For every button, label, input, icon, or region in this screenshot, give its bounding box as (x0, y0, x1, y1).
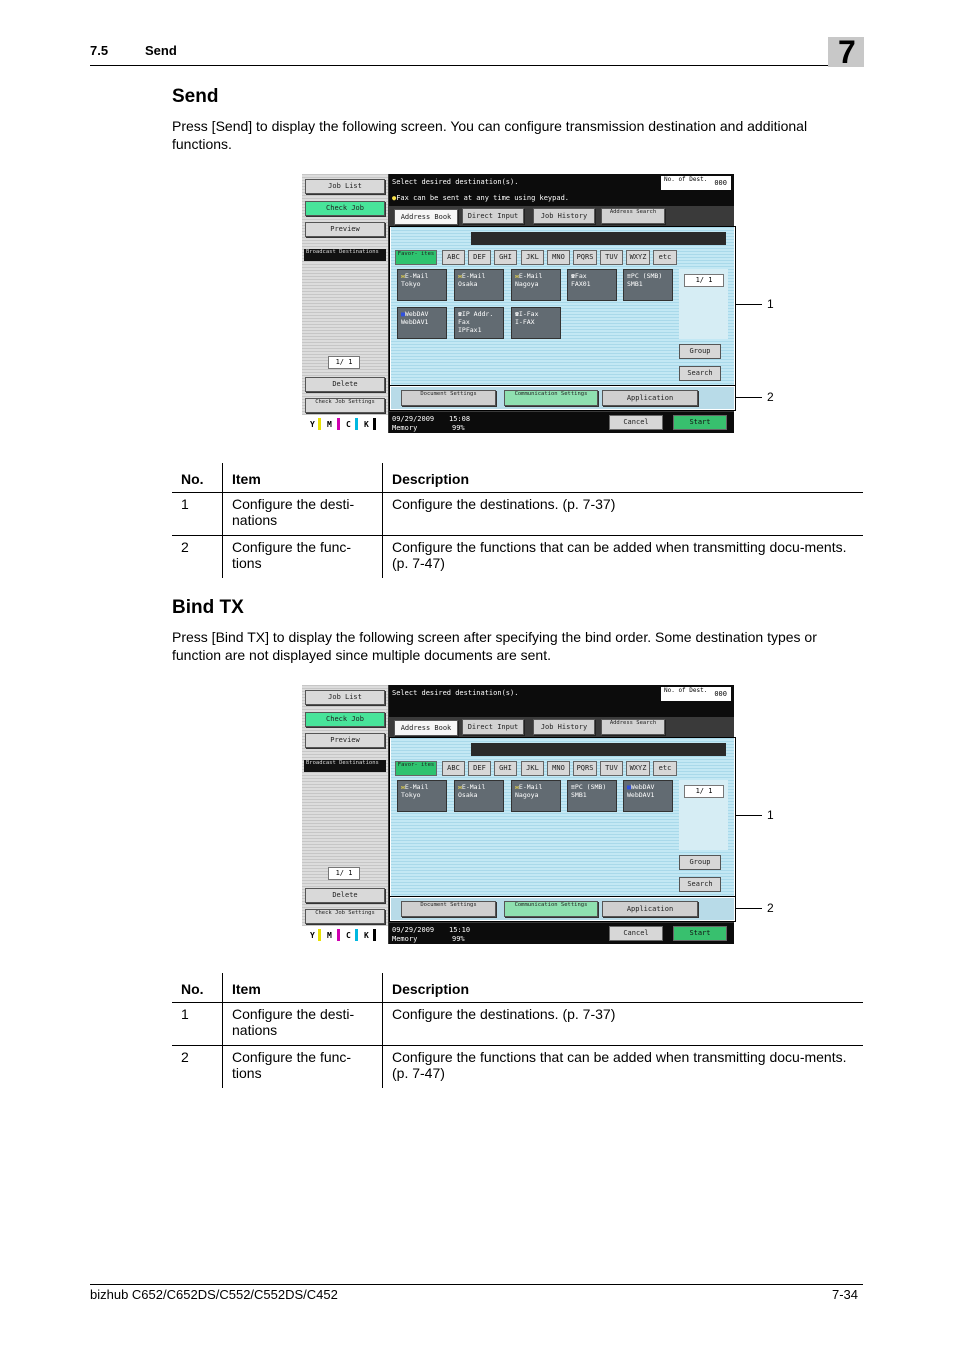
table-row (172, 536, 863, 579)
cell-item: Configure the desti-nations (223, 493, 383, 536)
application-button[interactable]: Application (602, 901, 698, 917)
group-button[interactable]: Group (679, 344, 721, 359)
preview-button[interactable]: Preview (305, 733, 385, 748)
index-wxyz[interactable]: WXYZ (626, 250, 650, 265)
prompt-text: Select desired destination(s). (392, 689, 519, 697)
memory-value: 99% (452, 935, 465, 943)
callout-box-1 (389, 737, 736, 897)
index-abc[interactable]: ABC (442, 761, 465, 776)
dest-button[interactable]: ☎IP Addr. Fax IPFax1 (454, 307, 504, 339)
col-item: Item (223, 463, 383, 493)
toner-c-bar (355, 929, 358, 941)
callout-line-2 (735, 397, 762, 398)
index-wxyz[interactable]: WXYZ (626, 761, 650, 776)
toner-c-bar (355, 418, 358, 430)
start-button[interactable]: Start (673, 926, 727, 941)
left-page-indicator: 1/ 1 (328, 356, 360, 369)
status-bar (389, 923, 734, 944)
tab-job-history[interactable]: Job History (533, 208, 595, 224)
broadcast-destinations-label: Broadcast Destinations (304, 249, 386, 261)
tab-address-book[interactable]: Address Book (394, 209, 458, 225)
email-icon: ✉ (401, 783, 405, 791)
send-heading: Send (172, 86, 219, 107)
dest-button[interactable]: ✉E-Mail Osaka (454, 780, 504, 812)
hint-text: ●Fax can be sent at any time using keypad. (392, 194, 570, 202)
index-mno[interactable]: MNO (547, 250, 570, 265)
dest-counter-label: No. of Dest. (664, 687, 708, 694)
index-def[interactable]: DEF (468, 761, 491, 776)
dest-button[interactable]: ■WebDAV WebDAV1 (397, 307, 447, 339)
toner-c-label: C (346, 931, 351, 940)
dest-counter (661, 176, 731, 190)
toner-c-label: C (346, 420, 351, 429)
callout-label-1: 1 (767, 808, 774, 822)
start-button[interactable]: Start (673, 415, 727, 430)
section-title: Send (145, 43, 177, 58)
toner-m-bar (337, 929, 340, 941)
col-description: Description (383, 973, 864, 1003)
email-icon: ✉ (458, 272, 462, 280)
bind-heading: Bind TX (172, 597, 244, 618)
cell-item: Configure the func-tions (223, 1046, 383, 1089)
toner-m-bar (337, 418, 340, 430)
cancel-button[interactable]: Cancel (609, 926, 663, 941)
toner-levels (302, 926, 388, 944)
delete-button[interactable]: Delete (305, 888, 385, 903)
index-jkl[interactable]: JKL (521, 761, 544, 776)
index-ghi[interactable]: GHI (494, 250, 517, 265)
job-list-button[interactable]: Job List (305, 179, 385, 194)
col-item: Item (223, 973, 383, 1003)
left-page-indicator: 1/ 1 (328, 867, 360, 880)
dest-counter-label: No. of Dest. (664, 176, 708, 183)
col-description: Description (383, 463, 864, 493)
cell-no: 1 (172, 1003, 223, 1046)
cell-no: 2 (181, 1049, 189, 1065)
preview-button[interactable]: Preview (305, 222, 385, 237)
cell-description: Configure the functions that can be added when transmitting docu-ments. (p. 7-47) (392, 539, 847, 571)
chapter-number: 7 (838, 34, 856, 70)
bind-intro: Press [Bind TX] to display the following screen after specifying the bind order. Some destination types or function are not displayed since multiple documents are sent. (172, 629, 817, 663)
toner-y-label: Y (310, 931, 315, 940)
cell-description: Configure the destinations. (p. 7-37) (383, 493, 864, 536)
index-mno[interactable]: MNO (547, 761, 570, 776)
section-number: 7.5 (90, 43, 109, 58)
check-job-settings-button[interactable]: Check Job Settings (305, 398, 385, 413)
cell-description: Configure the destinations. (p. 7-37) (383, 1003, 864, 1046)
memory-label: Memory (392, 935, 418, 943)
search-button[interactable]: Search (679, 366, 721, 381)
check-job-settings-button[interactable]: Check Job Settings (305, 909, 385, 924)
cell-item: Configure the desti-nations (223, 1003, 383, 1046)
tab-job-history[interactable]: Job History (533, 719, 595, 735)
index-tuv[interactable]: TUV (600, 250, 623, 265)
tab-address-search[interactable]: Address Search (601, 719, 665, 735)
time-text: 15:10 (449, 926, 471, 934)
fax-icon: ☎ (571, 272, 575, 280)
check-job-button[interactable]: Check Job (305, 712, 385, 727)
dest-button[interactable]: ✉E-Mail Tokyo (397, 780, 447, 812)
ip-fax-icon: ☎ (458, 310, 462, 318)
memory-value: 99% (452, 424, 465, 432)
page-indicator: 1/ 1 (684, 274, 724, 287)
toner-levels (302, 415, 388, 433)
dest-button[interactable]: ☎I-Fax I-FAX (511, 307, 561, 339)
toner-k-bar (373, 929, 376, 941)
page-indicator: 1/ 1 (684, 785, 724, 798)
left-panel (302, 174, 388, 433)
ifax-icon: ☎ (515, 310, 519, 318)
pc-icon: ≡ (627, 272, 631, 280)
index-etc[interactable]: etc (653, 250, 677, 265)
send-table (172, 463, 863, 578)
callout-label-2: 2 (767, 390, 774, 404)
search-button[interactable]: Search (679, 877, 721, 892)
footer-model: bizhub C652/C652DS/C552/C552DS/C452 (90, 1287, 338, 1302)
cell-item: Configure the func-tions (223, 536, 383, 579)
index-tuv[interactable]: TUV (600, 761, 623, 776)
broadcast-destinations-label: Broadcast Destinations (304, 760, 386, 772)
callout-label-2: 2 (767, 901, 774, 915)
table-row (172, 1046, 863, 1089)
dest-button[interactable]: ✉E-Mail Nagoya (511, 269, 561, 301)
communication-settings-button[interactable]: Communication Settings (504, 901, 598, 917)
index-favorites[interactable]: Favor- ites (395, 250, 437, 265)
webdav-icon: ■ (401, 310, 405, 318)
toner-y-bar (318, 418, 321, 430)
toner-y-label: Y (310, 420, 315, 429)
document-settings-button[interactable]: Document Settings (401, 390, 496, 406)
callout-box-2 (389, 385, 736, 411)
callout-box-2 (389, 896, 736, 922)
header-rule (90, 65, 863, 66)
prompt-text: Select desired destination(s). (392, 178, 519, 186)
email-icon: ✉ (458, 783, 462, 791)
communication-settings-button[interactable]: Communication Settings (504, 390, 598, 406)
dest-button[interactable]: ■WebDAV WebDAV1 (623, 780, 673, 812)
footer-page: 7-34 (832, 1287, 859, 1302)
dest-counter (661, 687, 731, 701)
delete-button[interactable]: Delete (305, 377, 385, 392)
toner-m-label: M (327, 931, 332, 940)
index-favorites[interactable]: Favor- ites (395, 761, 437, 776)
email-icon: ✉ (515, 272, 519, 280)
footer-rule (90, 1284, 863, 1285)
callout-label-1: 1 (767, 297, 774, 311)
message-bar (389, 685, 734, 717)
toner-k-label: K (364, 420, 369, 429)
col-no: No. (172, 463, 223, 493)
dest-button[interactable]: ✉E-Mail Nagoya (511, 780, 561, 812)
dest-button[interactable]: ≡PC (SMB) SMB1 (567, 780, 617, 812)
message-bar (389, 174, 734, 206)
cell-no: 1 (172, 493, 223, 536)
tab-address-search[interactable]: Address Search (601, 208, 665, 224)
webdav-icon: ■ (627, 783, 631, 791)
pc-icon: ≡ (571, 783, 575, 791)
bind-tx-table (172, 973, 863, 1088)
index-abc[interactable]: ABC (442, 250, 465, 265)
toner-y-bar (318, 929, 321, 941)
dest-counter-value: 000 (714, 690, 727, 698)
callout-line-1 (735, 304, 762, 305)
memory-label: Memory (392, 424, 418, 432)
index-jkl[interactable]: JKL (521, 250, 544, 265)
callout-box-1 (389, 226, 736, 386)
toner-m-label: M (327, 420, 332, 429)
toner-k-label: K (364, 931, 369, 940)
date-text: 09/29/2009 (392, 926, 435, 934)
dest-button[interactable]: ☎Fax FAX01 (567, 269, 617, 301)
tab-direct-input[interactable]: Direct Input (462, 208, 524, 224)
index-pqrs[interactable]: PQRS (573, 250, 597, 265)
cell-description: Configure the functions that can be added when transmitting docu-ments. (p. 7-47) (392, 1049, 847, 1081)
dest-counter-value: 000 (714, 179, 727, 187)
callout-line-2 (735, 908, 762, 909)
cancel-button[interactable]: Cancel (609, 415, 663, 430)
tab-direct-input[interactable]: Direct Input (462, 719, 524, 735)
bulb-icon: ● (392, 194, 397, 202)
index-pqrs[interactable]: PQRS (573, 761, 597, 776)
application-button[interactable]: Application (602, 390, 698, 406)
dest-button[interactable]: ≡PC (SMB) SMB1 (623, 269, 673, 301)
table-row (172, 1003, 863, 1046)
callout-line-1 (735, 815, 762, 816)
tab-address-book[interactable]: Address Book (394, 720, 458, 736)
email-icon: ✉ (401, 272, 405, 280)
time-text: 15:08 (449, 415, 471, 423)
document-settings-button[interactable]: Document Settings (401, 901, 496, 917)
check-job-button[interactable]: Check Job (305, 201, 385, 216)
cell-no: 2 (181, 539, 189, 555)
toner-k-bar (373, 418, 376, 430)
status-bar (389, 412, 734, 433)
index-ghi[interactable]: GHI (494, 761, 517, 776)
date-text: 09/29/2009 (392, 415, 435, 423)
job-list-button[interactable]: Job List (305, 690, 385, 705)
group-button[interactable]: Group (679, 855, 721, 870)
index-def[interactable]: DEF (468, 250, 491, 265)
index-etc[interactable]: etc (653, 761, 677, 776)
email-icon: ✉ (515, 783, 519, 791)
dest-button[interactable]: ✉E-Mail Osaka (454, 269, 504, 301)
dest-button[interactable]: ✉E-Mail Tokyo (397, 269, 447, 301)
send-intro: Press [Send] to display the following screen. You can configure transmission destination and additional functions. (172, 118, 808, 152)
left-panel (302, 685, 388, 944)
col-no: No. (172, 973, 223, 1003)
table-row (172, 493, 863, 536)
